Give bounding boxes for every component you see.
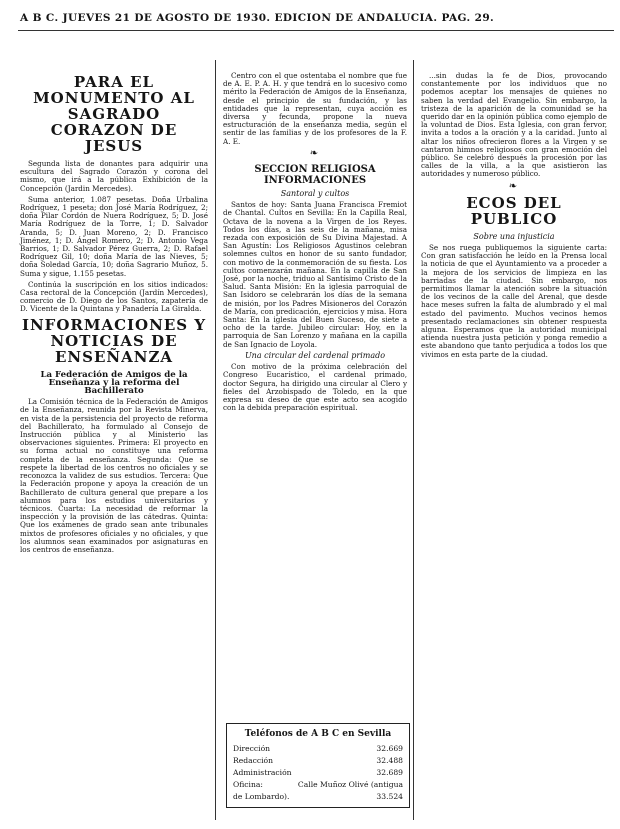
column-divider-1 [215, 60, 216, 820]
ornament-divider: ❧ [309, 147, 321, 159]
office-label: Oficina: [233, 780, 263, 789]
circular-body: Con motivo de la próxima celebración del Congreso Eucarístico, el cardenal primado, doctor Segura, ha dirigido una circular al Clero y fieles del Arzobispado de Toledo, en la que expresa su deseo de que este acto sea acogido con la debida preparación espiritual. [223, 362, 407, 413]
page-header: A B C. JUEVES 21 DE AGOSTO DE 1930. EDICION DE ANDALUCIA. PAG. 29. [20, 12, 495, 24]
federation-body: La Comisión técnica de la Federación de Amigos de la Enseñanza, reunida por la Revista Minerva, en vista de la persistencia del proyecto de reforma del Bachillerato, ha formulado al Consejo de Instrucción pública y al Ministerio las observaciones siguientes. Primera: El proyecto en su forma actual no constituye una reforma completa de la enseñanza. Segunda: Que se respete la libertad de los centros no oficiales y se reconozca la validez de sus estudios. Tercera: Que la Federación propone y apoya la creación de un Bachillerato de cultura general que prepare a los alumnos para los estudios universitarios y técnicos. Cuarta: La necesidad de reformar la inspección y la provisión de las cátedras. Quinta: Que los exámenes de grado sean ante tribunales mixtos de profesores oficiales y no oficiales, y que los alumnos sean examinados por asignaturas en los centros de enseñanza. [20, 397, 208, 554]
column-3 [421, 72, 607, 362]
office-row-2 [233, 791, 403, 803]
ecos-body: Se nos ruega publiquemos la siguiente carta: Con gran satisfacción he leído en la Prensa local la noticia de que el Ayuntamiento va a proceder a la mejora de los servicios de limpieza en las barriadas de la ciudad. Sin embargo, nos permitimos llamar la atención sobre la situación de los vecinos de la calle del Arenal, que desde hace meses sufren la falta de alumbrado y el mal estado del pavimento. Muchos vecinos hemos presentado reclamaciones sin obtener respuesta alguna. Esperamos que la autoridad municipal atienda nuestra justa petición y ponga remedio a este abandono que tanto perjudica a todos los que vivimos en esta parte de la ciudad. [421, 243, 607, 359]
office-address-2: de Lombardo). [233, 792, 290, 801]
phone-number: 32.689 [376, 768, 403, 777]
office-number: 33.524 [376, 792, 403, 801]
subscription-note: Continúa la suscripción en los sitios indicados: Casa rectoral de la Concepción (Jardín Mercedes), comercio de D. Diego de los Santos, zapatería de D. Vicente de la Quintana y Panadería La Giralda. [20, 279, 208, 314]
education-heading: INFORMACIONES Y NOTICIAS DE ENSEÑANZA [21, 315, 207, 366]
cultos-body: Santos de hoy: Santa Juana Francisca Fremiot de Chantal. Cultos en Sevilla: En la Capilla Real, Octava de la novena a la Virgen de los Reyes. Todos los días, a las seis de la mañana, misa rezada con exposición de Su Divina Majestad. A San Agustín: Los Religiosos Agustinos celebran solemnes cultos en honor de su santo fundador, con motivo de la conmemoración de su fiesta. Los cultos comenzarán mañana. En la capilla de San José, por la noche, triduo al Santísimo Cristo de la Salud. Santa Misión: En la iglesia parroquial de San Isidoro se celebrarán los días de la semana de misión, por los Padres Misioneros del Corazón de María, con predicación, ejercicios y misa. Hora Santa: En la iglesia del Buen Suceso, de siete a ocho de la tarde. Jubileo circular: Hoy, en la parroquia de San Lorenzo y mañana en la capilla de San Ignacio de Loyola. [223, 200, 407, 349]
continued-text: Centro con el que ostentaba el nombre que fue de A. E. P. A. H. y que tendrá en lo sucesivo como mérito la Federación de Amigos de la Enseñanza, desde el principio de su fundación, y las entidades que la representan, cuya acción es diversa y fecunda, propone la nueva estructuración de la enseñanza media, según el sentir de las familias y de los profesores de la F. A. E. [223, 71, 407, 146]
injusticia-subheading: Sobre una injusticia [473, 231, 555, 241]
religious-heading: SECCION RELIGIOSA INFORMACIONES [254, 164, 376, 187]
phone-label: Redacción [233, 756, 273, 765]
list-intro: Segunda lista de donantes para adquirir una escultura del Sagrado Corazón y corona del mismo, que irá a la pública Exhibición de la Concepción (Jardin Mercedes). [20, 159, 208, 193]
circular-subheading: Una circular del cardenal primado [244, 350, 386, 360]
ornament-divider-3: ❧ [508, 180, 520, 192]
header-rule [18, 30, 614, 31]
phone-row [233, 767, 403, 779]
donor-list: Suma anterior, 1.087 pesetas. Doña Urbalina Rodríguez, 1 peseta; don José María Rodríguez, 2; doña Pilar Cordón de Nuera Rodríguez, 5; D. José María Rodríguez de la Torre, 1; D. Salvador Aranda, 5; D. Juan Moreno, 2; D. Francisco Jiménez, 1; D. Ángel Romero, 2; D. Antonio Vega Barrios, 1; D. Salvador Pérez Guerra, 2; D. Rafael Rodríguez Gil, 10; doña María de las Nieves, 5; doña Soledad García, 10; doña Sagrario Muñoz, 5. Suma y sigue, 1.155 pesetas. [20, 194, 208, 278]
monument-heading: PARA EL MONUMENTO AL SAGRADO CORAZON DE JESUS [33, 73, 195, 155]
phone-label: Dirección [233, 744, 271, 753]
phone-label: Administración [233, 768, 292, 777]
office-address: Calle Muñoz Olivé (antigua [297, 780, 403, 789]
column-1 [20, 72, 208, 557]
continued-text-3: ...sin dudas la fe de Dios, provocando constantemente por los individuos que no podemos aceptar los mensajes de quienes no saben la verdad del Evangelio. Sin embargo, la tristeza de la aparición de la comunidad se ha querido dar en la opinión pública como ejemplo de la voluntad de Dios. Esta Iglesia, con gran fervor, invita a todos a la oración y a la caridad. Junto al altar los niños ofrecieron flores a la Virgen y se cantaron himnos religiosos con gran emoción del público. Se celebró después la procesión por las calles de la villa, a la que asistieron las autoridades y numeroso público. [421, 71, 607, 179]
phone-row [233, 755, 403, 767]
phone-number: 32.669 [376, 744, 403, 753]
column-2 [223, 72, 407, 415]
office-row [233, 779, 403, 791]
column-divider-2 [413, 60, 414, 820]
federation-subheading: La Federación de Amigos de la Enseñanza y la reforma del Bachillerato [40, 369, 188, 397]
phone-number: 32.488 [376, 756, 403, 765]
ecos-heading: ECOS DEL PUBLICO [466, 193, 562, 228]
phone-row [233, 743, 403, 755]
santoral-subheading: Santoral y cultos [280, 189, 350, 199]
phone-box-title: Teléfonos de A B C en Sevilla [244, 729, 392, 739]
phone-box [226, 723, 410, 808]
